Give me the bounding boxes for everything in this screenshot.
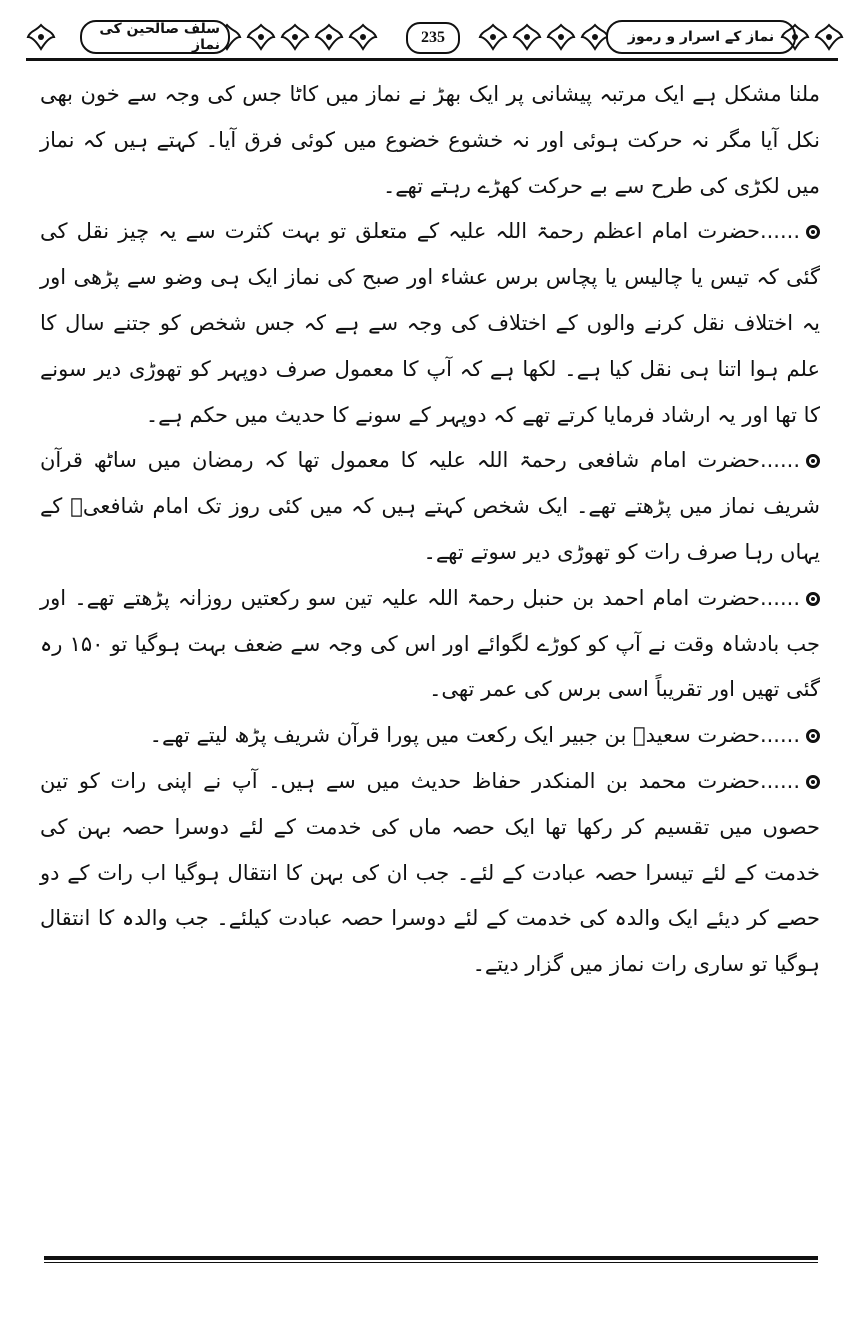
book-title-label: نماز کے اسرار و رموز — [606, 20, 796, 54]
footer-rule-thick — [44, 1256, 818, 1260]
paragraph-imam-azam — [40, 209, 820, 438]
paragraph-imam-shafai — [40, 438, 820, 575]
paragraph-text: حضرت امام اعظم رحمۃ اللہ علیہ کے متعلق تو بہت کثرت سے یہ چیز نقل کی گئی کہ تیس یا چالیس یا پچاس برس عشاء اور صبح کی نماز ایک ہی وضو سے پڑھی اور یہ اختلاف نقل کرنے والوں کے اختلاف کی وجہ سے ہے کہ جس شخص کو جتنے سال کا علم ہوا اتنا ہی نقل کیا ہے۔ لکھا ہے کہ آپ کا معمول صرف دوپہر کو تھوڑی دیر سونے کا تھا اور یہ ارشاد فرمایا کرتے تھے کہ دوپہر کے سونے کا حدیث میں حکم ہے۔ — [40, 219, 820, 427]
header-ornaments-right — [478, 20, 610, 54]
chapter-title-label: سلف صالحین کی نماز — [80, 20, 230, 54]
paragraph-imam-ahmad — [40, 576, 820, 713]
lead-dots: ...... — [759, 585, 800, 610]
floral-ornament-icon — [814, 23, 844, 51]
paragraph-text: ملنا مشکل ہے ایک مرتبہ پیشانی پر ایک بھڑ نے نماز میں کاٹا جس کی وجہ سے خون بھی نکل آیا مگر نہ حرکت ہوئی اور نہ خشوع خضوع میں کوئی فرق آیا۔ کہتے ہیں کہ نماز میں لکڑی کی طرح سے بے حرکت کھڑے رہتے تھے۔ — [40, 82, 820, 198]
floral-ornament-icon — [280, 23, 310, 51]
bullet-icon — [806, 729, 820, 743]
bullet-icon — [806, 775, 820, 789]
lead-dots: ...... — [759, 219, 800, 244]
paragraph-text: حضرت محمد بن المنکدر حفاظ حدیث میں سے ہیں۔ آپ نے اپنی رات کو تین حصوں میں تقسیم کر رکھا تھا ایک حصہ ماں کی خدمت کے لئے دوسرا حصہ بہن کی خدمت کے لئے تیسرا حصہ عبادت کے لئے۔ جب ان کی بہن کا انتقال ہوگیا اب رات کے دو حصے کر دیئے ایک والدہ کی خدمت کے لئے دوسرا حصہ عبادت کیلئے۔ جب والدہ کا انتقال ہوگیا تو ساری رات نماز میں گزار دیتے۔ — [40, 768, 820, 977]
floral-ornament-icon — [780, 23, 810, 51]
header-ornaments-far-right — [780, 20, 844, 54]
paragraph-text: حضرت سعیدؒ بن جبیر ایک رکعت میں پورا قرآن شریف پڑھ لیتے تھے۔ — [149, 723, 760, 748]
lead-dots: ...... — [759, 723, 800, 748]
lead-dots: ...... — [759, 768, 800, 793]
paragraph-text: حضرت امام احمد بن حنبل رحمۃ اللہ علیہ تین سو رکعتیں روزانہ پڑھتے تھے۔ اور جب بادشاہ وقت نے آپ کو کوڑے لگوائے اور اس کی وجہ سے ضعف بہت ہوگیا تو ۱۵۰ رہ گئی تھیں اور تقریباً اسی برس کی عمر تھی۔ — [40, 585, 820, 702]
floral-ornament-icon — [512, 23, 542, 51]
header-ornaments-left — [212, 20, 378, 54]
paragraph-1 — [40, 72, 820, 209]
page-number: 235 — [406, 22, 460, 54]
header-rule — [26, 58, 838, 61]
bullet-icon — [806, 592, 820, 606]
page-header — [26, 14, 838, 60]
floral-ornament-icon — [246, 23, 276, 51]
floral-ornament-icon — [314, 23, 344, 51]
paragraph-text: حضرت امام شافعی رحمۃ اللہ علیہ کا معمول تھا کہ رمضان میں ساٹھ قرآن شریف نماز میں پڑھتے تھے۔ ایک شخص کہتے ہیں کہ میں کئی روز تک امام شافعیؒ کے یہاں رہا صرف رات کو تھوڑی دیر سوتے تھے۔ — [40, 448, 820, 564]
floral-ornament-icon — [26, 23, 56, 51]
page-body — [40, 72, 820, 988]
bullet-icon — [806, 454, 820, 468]
paragraph-muhammad-bin-munkadir — [40, 759, 820, 988]
lead-dots: ...... — [759, 448, 800, 473]
floral-ornament-icon — [546, 23, 576, 51]
paragraph-saeed-bin-jubair — [40, 713, 820, 759]
header-ornaments-far-left — [26, 20, 56, 54]
footer-rule-thin — [44, 1262, 818, 1263]
bullet-icon — [806, 225, 820, 239]
floral-ornament-icon — [478, 23, 508, 51]
floral-ornament-icon — [348, 23, 378, 51]
